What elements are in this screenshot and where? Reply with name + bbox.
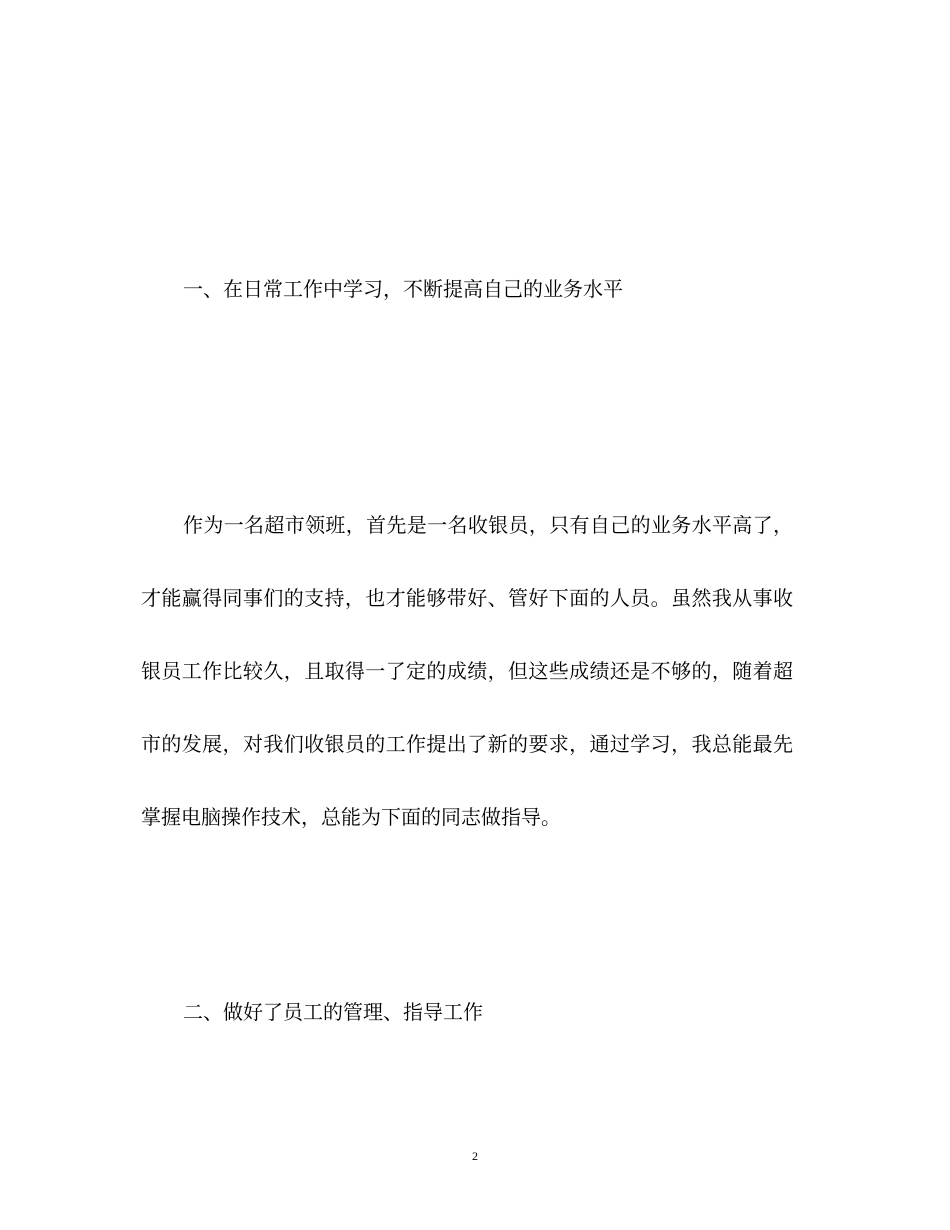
section-heading-1: 一、在日常工作中学习，不断提高自己的业务水平 — [183, 277, 623, 301]
section-heading-2: 二、做好了员工的管理、指导工作 — [183, 1000, 483, 1024]
body-paragraph: 作为一名超市领班，首先是一名收银员，只有自己的业务水平高了，才能赢得同事们的支持，也才能够带好、管好下面的人员。虽然我从事收银员工作比较久，且取得一了定的成绩，但这些成绩还是不够的，随着超市的发展，对我们收银员的工作提出了新的要求，通过学习，我总能最先掌握电脑操作技术，总能为下面的同志做指导。 — [141, 513, 793, 829]
page-number: 2 — [472, 1149, 478, 1163]
